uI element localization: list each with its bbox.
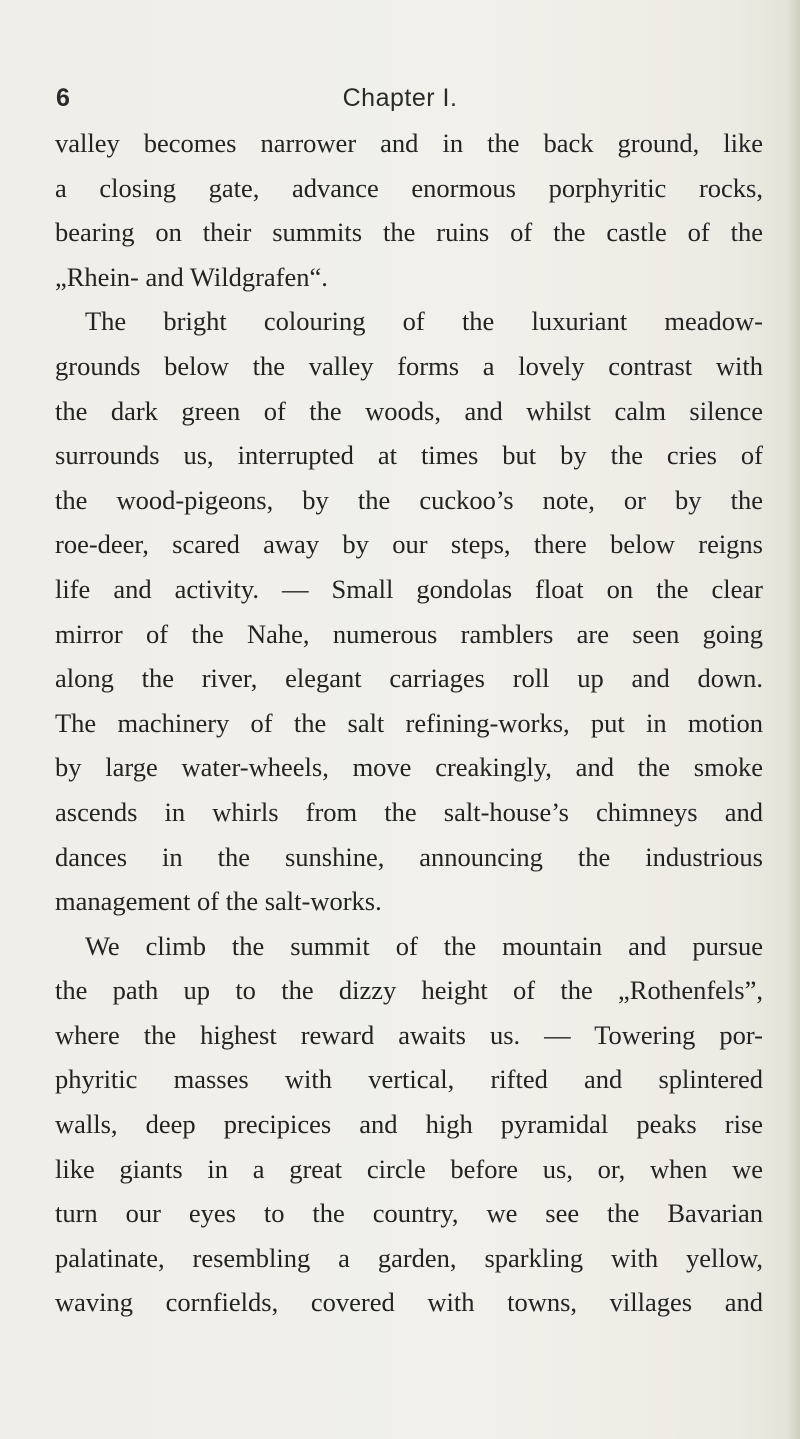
text-line: where the highest reward awaits us. — Towering por- (55, 1019, 763, 1050)
text-line: management of the salt-works. (55, 886, 382, 917)
text-line: turn our eyes to the country, we see the Bavarian (55, 1198, 763, 1229)
page-header (0, 84, 800, 120)
text-line: The bright colouring of the luxuriant meadow- (85, 306, 763, 337)
text-line: grounds below the valley forms a lovely contrast with (55, 350, 763, 381)
text-line: like giants in a great circle before us, or, when we (55, 1153, 763, 1184)
text-line: ascends in whirls from the salt-house’s chimneys and (55, 796, 763, 827)
text-line: mirror of the Nahe, numerous ramblers are seen going (55, 618, 763, 649)
text-line: the path up to the dizzy height of the „Rothenfels”, (55, 975, 763, 1006)
text-line: „Rhein- and Wildgrafen“. (55, 261, 328, 292)
text-line: life and activity. — Small gondolas float on the clear (55, 573, 763, 604)
text-line: walls, deep precipices and high pyramidal peaks rise (55, 1109, 763, 1140)
running-head: Chapter I. (342, 84, 458, 112)
text-line: We climb the summit of the mountain and pursue (85, 930, 763, 961)
body-text (55, 121, 763, 1325)
text-line: along the river, elegant carriages roll up and down. (55, 663, 763, 694)
text-line: waving cornfields, covered with towns, villages and (55, 1287, 763, 1318)
text-line: the dark green of the woods, and whilst calm silence (55, 395, 763, 426)
text-line: dances in the sunshine, announcing the industrious (55, 841, 763, 872)
text-line: roe-deer, scared away by our steps, there below reigns (55, 529, 763, 560)
page-number: 6 (56, 84, 70, 112)
text-line: palatinate, resembling a garden, sparkling with yellow, (55, 1242, 763, 1273)
text-line: phyritic masses with vertical, rifted and splintered (55, 1064, 763, 1095)
text-line: the wood-pigeons, by the cuckoo’s note, or by the (55, 484, 763, 515)
text-line: The machinery of the salt refining-works, put in motion (55, 707, 763, 738)
text-line: bearing on their summits the ruins of the castle of the (55, 217, 763, 248)
text-line: surrounds us, interrupted at times but by the cries of (55, 440, 763, 471)
page-edge-shadow (786, 0, 800, 1439)
text-line: valley becomes narrower and in the back ground, like (55, 128, 763, 158)
text-line: by large water-wheels, move creakingly, and the smoke (55, 752, 763, 783)
text-line: a closing gate, advance enormous porphyritic rocks, (55, 172, 763, 203)
